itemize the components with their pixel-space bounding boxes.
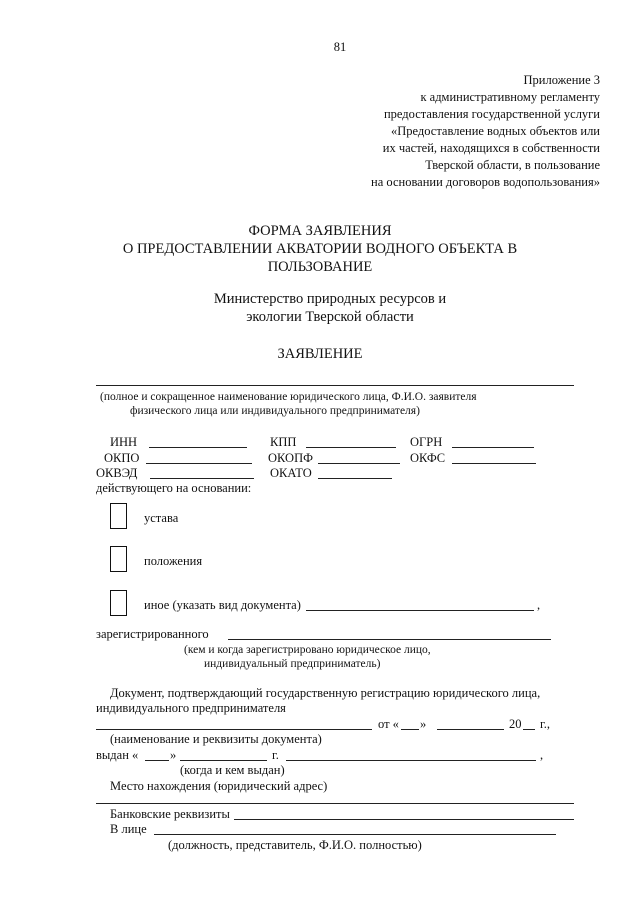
appendix-line-3: предоставления государственной услуги [383,107,600,121]
ministry-line-1: Министерство природных ресурсов и [213,291,447,307]
applicant-hint-line-2: физического лица или индивидуального предпринимателя) [130,405,420,417]
kpp-field[interactable] [306,447,396,448]
document-hint: (наименование и реквизиты документа) [110,732,322,746]
okato-field[interactable] [318,478,392,479]
inn-label: ИНН [110,435,138,449]
bank-label: Банковские реквизиты [110,807,230,821]
person-hint: (должность, представитель, Ф.И.О. полностью) [168,838,422,852]
inn-field[interactable] [149,447,247,448]
basis-other-comma: , [537,598,541,612]
okpo-field[interactable] [146,463,252,464]
registered-hint-line-2: индивидуальный предприниматель) [204,658,381,670]
person-field[interactable] [154,834,556,835]
kpp-label: КПП [270,435,297,449]
document-year-prefix: 20 [509,717,522,731]
appendix-line-6: Тверской области, в пользование [425,158,600,172]
registered-label: зарегистрированного [96,627,209,641]
appendix-line-7: на основании договоров водопользования» [371,175,600,189]
applicant-hint-line-1: (полное и сокращенное наименование юридического лица, Ф.И.О. заявителя [100,391,477,403]
ministry-line-2: экологии Тверской области [246,309,414,325]
applicant-name-line[interactable] [96,385,574,386]
issued-comma: , [540,748,544,762]
issued-label: выдан « [96,748,139,762]
okopf-field[interactable] [318,463,400,464]
basis-other-label: иное (указать вид документа) [144,598,301,612]
document-label-line-1: Документ, подтверждающий государственную регистрацию юридического лица, [110,686,541,700]
okpo-label: ОКПО [104,451,140,465]
basis-label: действующего на основании: [96,481,252,495]
bank-field[interactable] [234,819,574,820]
basis-charter-label: устава [144,511,179,525]
appendix-line-1: Приложение 3 [523,73,600,87]
appendix-line-4: «Предоставление водных объектов или [390,124,600,138]
statement-title: ЗАЯВЛЕНИЕ [277,346,363,362]
basis-regulation-label: положения [144,554,203,568]
okved-label: ОКВЭД [96,466,138,480]
person-label: В лице [110,822,147,836]
issued-date-field[interactable] [180,760,267,761]
basis-regulation-checkbox[interactable] [110,546,127,572]
appendix-line-2: к административному регламенту [420,90,600,104]
form-title-line-3: ПОЛЬЗОВАНИЕ [267,259,373,275]
document-year-suffix: г., [540,717,550,731]
registered-hint-line-1: (кем и когда зарегистрировано юридическое лицо, [184,644,431,656]
basis-charter-checkbox[interactable] [110,503,127,529]
okato-label: ОКАТО [270,466,312,480]
document-year-field[interactable] [523,729,535,730]
basis-other-checkbox[interactable] [110,590,127,616]
location-field[interactable] [96,803,574,804]
issued-hint: (когда и кем выдан) [180,763,285,777]
ogrn-label: ОГРН [410,435,443,449]
form-title-line-1: ФОРМА ЗАЯВЛЕНИЯ [248,223,392,239]
document-month-field[interactable] [437,729,504,730]
issued-day-field[interactable] [145,760,169,761]
issued-by-field[interactable] [286,760,536,761]
basis-other-field[interactable] [306,610,534,611]
issued-city-label: г. [272,748,279,762]
appendix-line-5: их частей, находящихся в собственности [382,141,600,155]
document-label-line-2: индивидуального предпринимателя [96,701,286,715]
page-number: 81 [333,40,347,54]
issued-close: » [170,748,177,762]
okved-field[interactable] [150,478,254,479]
ogrn-field[interactable] [452,447,534,448]
form-title-line-2: О ПРЕДОСТАВЛЕНИИ АКВАТОРИИ ВОДНОГО ОБЪЕКТА В [122,241,518,257]
document-date-close: » [420,717,427,731]
registered-field[interactable] [228,639,551,640]
okfs-field[interactable] [452,463,536,464]
document-date-from: от « [378,717,399,731]
location-label: Место нахождения (юридический адрес) [110,779,328,793]
document-name-field[interactable] [96,729,372,730]
document-day-field[interactable] [401,729,419,730]
okfs-label: ОКФС [410,451,446,465]
okopf-label: ОКОПФ [268,451,313,465]
